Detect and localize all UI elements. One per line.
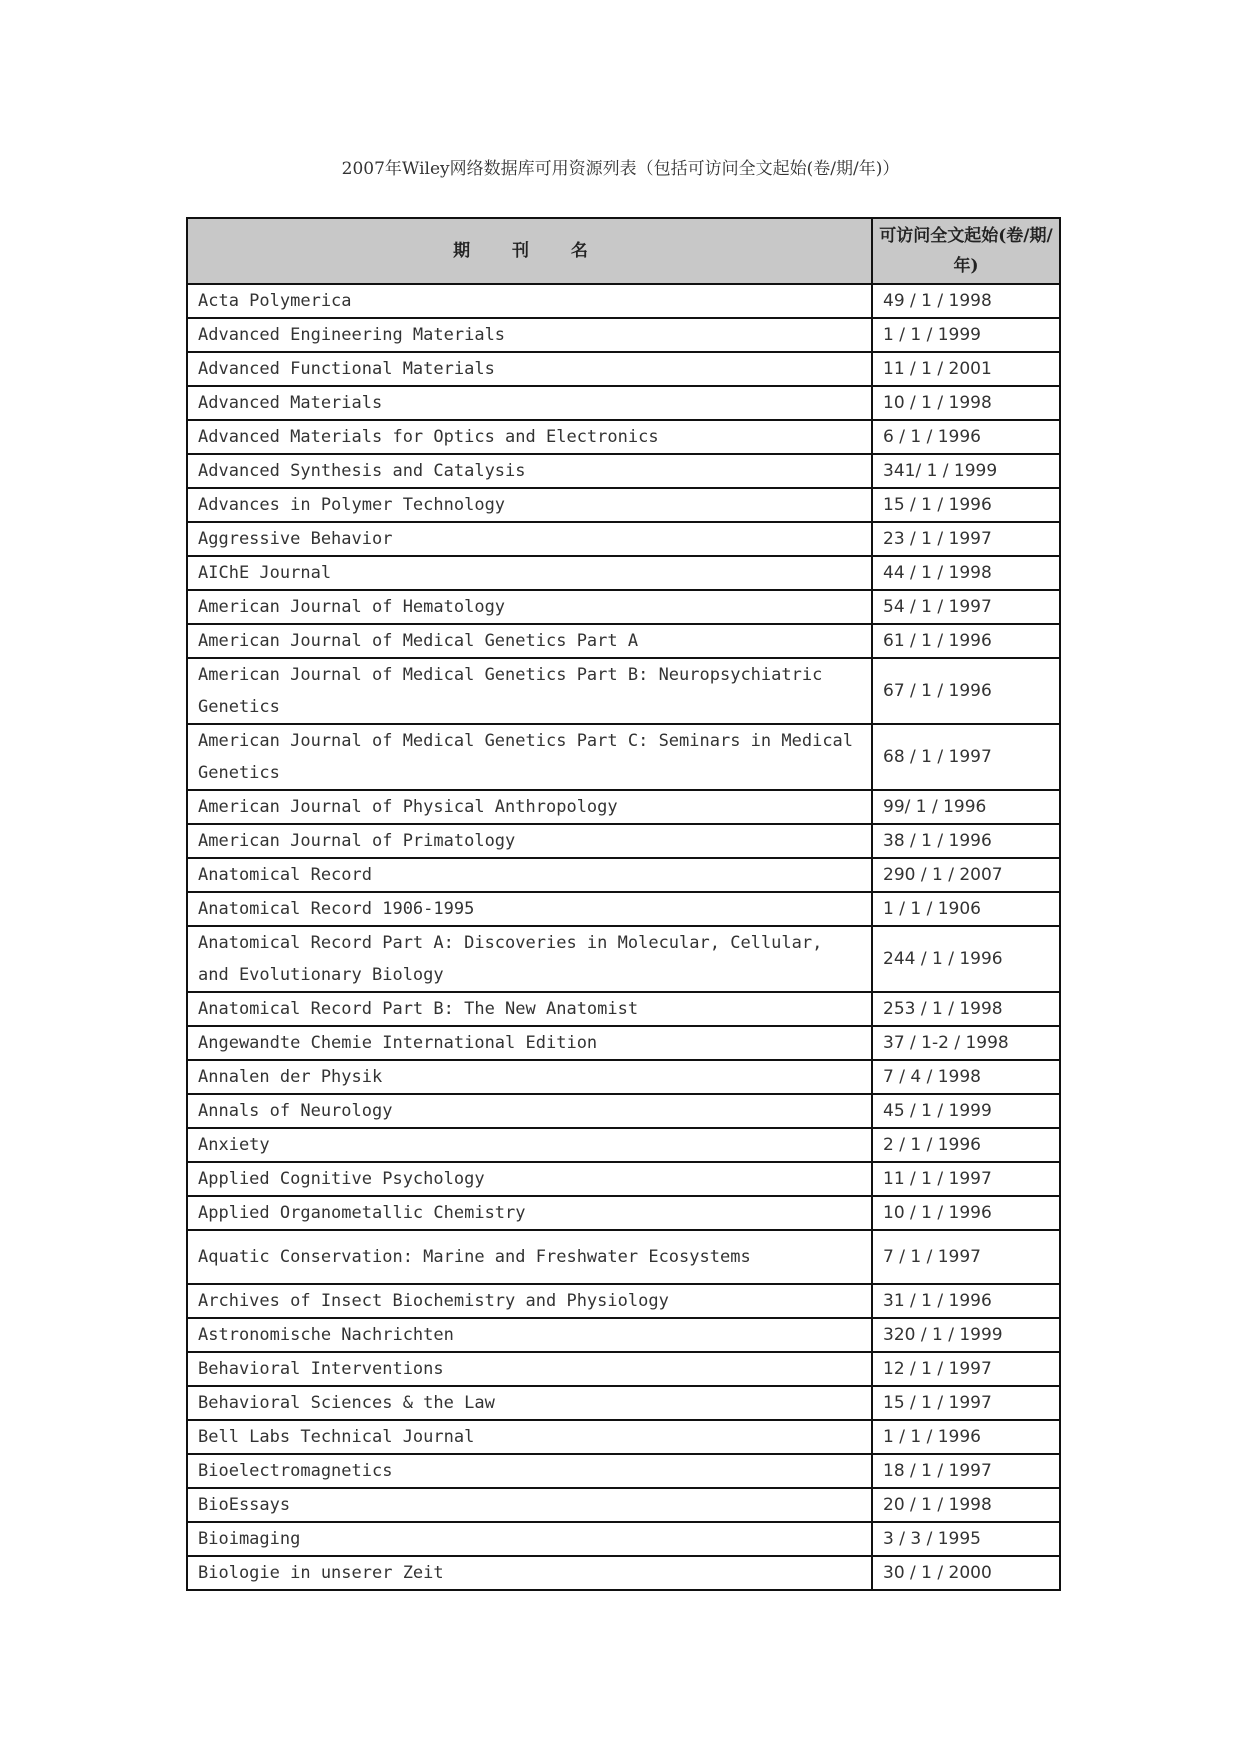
fulltext-start-cell: 10 / 1 / 1998 bbox=[872, 386, 1060, 420]
fulltext-start-cell: 45 / 1 / 1999 bbox=[872, 1094, 1060, 1128]
table-row bbox=[187, 1522, 1060, 1556]
journal-name-cell: BioEssays bbox=[187, 1488, 872, 1522]
journal-name-cell: Annalen der Physik bbox=[187, 1060, 872, 1094]
fulltext-start-cell: 49 / 1 / 1998 bbox=[872, 284, 1060, 318]
fulltext-start-cell: 15 / 1 / 1997 bbox=[872, 1386, 1060, 1420]
table-row bbox=[187, 658, 1060, 724]
journal-name-cell: Advanced Synthesis and Catalysis bbox=[187, 454, 872, 488]
journal-name-cell: AIChE Journal bbox=[187, 556, 872, 590]
table-row bbox=[187, 1196, 1060, 1230]
table-row bbox=[187, 1454, 1060, 1488]
journal-name-cell: Acta Polymerica bbox=[187, 284, 872, 318]
table-row bbox=[187, 1386, 1060, 1420]
journal-name-cell: American Journal of Medical Genetics Part A bbox=[187, 624, 872, 658]
journal-name-cell: Behavioral Sciences & the Law bbox=[187, 1386, 872, 1420]
journal-name-cell: Applied Cognitive Psychology bbox=[187, 1162, 872, 1196]
fulltext-start-cell: 23 / 1 / 1997 bbox=[872, 522, 1060, 556]
journal-name-cell: Anxiety bbox=[187, 1128, 872, 1162]
table-body bbox=[187, 284, 1060, 1590]
fulltext-start-cell: 11 / 1 / 1997 bbox=[872, 1162, 1060, 1196]
journal-name-cell: Bioelectromagnetics bbox=[187, 1454, 872, 1488]
table-row bbox=[187, 992, 1060, 1026]
table-row bbox=[187, 1230, 1060, 1284]
fulltext-start-cell: 3 / 3 / 1995 bbox=[872, 1522, 1060, 1556]
fulltext-start-cell: 1 / 1 / 1999 bbox=[872, 318, 1060, 352]
journal-name-cell: Aquatic Conservation: Marine and Freshwater Ecosystems bbox=[187, 1230, 872, 1284]
journal-name-cell: American Journal of Medical Genetics Part C: Seminars in Medical Genetics bbox=[187, 724, 872, 790]
fulltext-start-cell: 20 / 1 / 1998 bbox=[872, 1488, 1060, 1522]
table-row bbox=[187, 590, 1060, 624]
fulltext-start-cell: 99/ 1 / 1996 bbox=[872, 790, 1060, 824]
journal-name-cell: Anatomical Record Part A: Discoveries in Molecular, Cellular, and Evolutionary Biology bbox=[187, 926, 872, 992]
journal-table bbox=[186, 217, 1061, 1591]
fulltext-start-cell: 31 / 1 / 1996 bbox=[872, 1284, 1060, 1318]
table-row bbox=[187, 488, 1060, 522]
fulltext-start-cell: 290 / 1 / 2007 bbox=[872, 858, 1060, 892]
page-title: 2007年Wiley网络数据库可用资源列表（包括可访问全文起始(卷/期/年)） bbox=[341, 159, 900, 179]
fulltext-start-cell: 54 / 1 / 1997 bbox=[872, 590, 1060, 624]
journal-name-cell: Advanced Materials bbox=[187, 386, 872, 420]
journal-name-cell: Bioimaging bbox=[187, 1522, 872, 1556]
fulltext-start-cell: 320 / 1 / 1999 bbox=[872, 1318, 1060, 1352]
table-row bbox=[187, 858, 1060, 892]
table-row bbox=[187, 284, 1060, 318]
journal-name-cell: Advanced Materials for Optics and Electronics bbox=[187, 420, 872, 454]
table-row bbox=[187, 1420, 1060, 1454]
table-row bbox=[187, 1352, 1060, 1386]
journal-name-cell: American Journal of Physical Anthropology bbox=[187, 790, 872, 824]
table-row bbox=[187, 1094, 1060, 1128]
table-row bbox=[187, 1162, 1060, 1196]
journal-name-cell: Archives of Insect Biochemistry and Physiology bbox=[187, 1284, 872, 1318]
fulltext-start-cell: 61 / 1 / 1996 bbox=[872, 624, 1060, 658]
journal-name-cell: Biologie in unserer Zeit bbox=[187, 1556, 872, 1590]
fulltext-start-cell: 44 / 1 / 1998 bbox=[872, 556, 1060, 590]
column-header-fulltext-start: 可访问全文起始(卷/期/年) bbox=[872, 218, 1060, 284]
table-row bbox=[187, 724, 1060, 790]
journal-name-cell: Bell Labs Technical Journal bbox=[187, 1420, 872, 1454]
table-row bbox=[187, 1556, 1060, 1590]
journal-name-cell: American Journal of Hematology bbox=[187, 590, 872, 624]
journal-name-cell: Aggressive Behavior bbox=[187, 522, 872, 556]
journal-name-cell: Anatomical Record bbox=[187, 858, 872, 892]
table-row bbox=[187, 386, 1060, 420]
table-row bbox=[187, 624, 1060, 658]
journal-name-cell: Anatomical Record Part B: The New Anatomist bbox=[187, 992, 872, 1026]
journal-name-cell: Behavioral Interventions bbox=[187, 1352, 872, 1386]
table-row bbox=[187, 1128, 1060, 1162]
fulltext-start-cell: 18 / 1 / 1997 bbox=[872, 1454, 1060, 1488]
fulltext-start-cell: 1 / 1 / 1996 bbox=[872, 1420, 1060, 1454]
journal-name-cell: Advances in Polymer Technology bbox=[187, 488, 872, 522]
table-row bbox=[187, 1284, 1060, 1318]
table-row bbox=[187, 1318, 1060, 1352]
journal-name-cell: Annals of Neurology bbox=[187, 1094, 872, 1128]
table-header-row bbox=[187, 218, 1060, 284]
fulltext-start-cell: 68 / 1 / 1997 bbox=[872, 724, 1060, 790]
table-row bbox=[187, 790, 1060, 824]
fulltext-start-cell: 253 / 1 / 1998 bbox=[872, 992, 1060, 1026]
table-row bbox=[187, 926, 1060, 992]
fulltext-start-cell: 2 / 1 / 1996 bbox=[872, 1128, 1060, 1162]
fulltext-start-cell: 12 / 1 / 1997 bbox=[872, 1352, 1060, 1386]
journal-name-cell: American Journal of Medical Genetics Part B: Neuropsychiatric Genetics bbox=[187, 658, 872, 724]
fulltext-start-cell: 67 / 1 / 1996 bbox=[872, 658, 1060, 724]
journal-name-cell: Anatomical Record 1906-1995 bbox=[187, 892, 872, 926]
table-row bbox=[187, 352, 1060, 386]
table-row bbox=[187, 824, 1060, 858]
table-row bbox=[187, 1026, 1060, 1060]
journal-name-cell: Applied Organometallic Chemistry bbox=[187, 1196, 872, 1230]
table-row bbox=[187, 318, 1060, 352]
fulltext-start-cell: 15 / 1 / 1996 bbox=[872, 488, 1060, 522]
journal-name-cell: Angewandte Chemie International Edition bbox=[187, 1026, 872, 1060]
fulltext-start-cell: 7 / 4 / 1998 bbox=[872, 1060, 1060, 1094]
table-row bbox=[187, 522, 1060, 556]
journal-name-cell: Advanced Engineering Materials bbox=[187, 318, 872, 352]
fulltext-start-cell: 38 / 1 / 1996 bbox=[872, 824, 1060, 858]
table-row bbox=[187, 1488, 1060, 1522]
table-row bbox=[187, 1060, 1060, 1094]
fulltext-start-cell: 37 / 1-2 / 1998 bbox=[872, 1026, 1060, 1060]
fulltext-start-cell: 7 / 1 / 1997 bbox=[872, 1230, 1060, 1284]
fulltext-start-cell: 244 / 1 / 1996 bbox=[872, 926, 1060, 992]
fulltext-start-cell: 341/ 1 / 1999 bbox=[872, 454, 1060, 488]
table-row bbox=[187, 892, 1060, 926]
table-row bbox=[187, 556, 1060, 590]
journal-name-cell: Astronomische Nachrichten bbox=[187, 1318, 872, 1352]
fulltext-start-cell: 1 / 1 / 1906 bbox=[872, 892, 1060, 926]
journal-name-cell: American Journal of Primatology bbox=[187, 824, 872, 858]
table-row bbox=[187, 454, 1060, 488]
fulltext-start-cell: 10 / 1 / 1996 bbox=[872, 1196, 1060, 1230]
fulltext-start-cell: 11 / 1 / 2001 bbox=[872, 352, 1060, 386]
table-row bbox=[187, 420, 1060, 454]
journal-name-cell: Advanced Functional Materials bbox=[187, 352, 872, 386]
fulltext-start-cell: 30 / 1 / 2000 bbox=[872, 1556, 1060, 1590]
fulltext-start-cell: 6 / 1 / 1996 bbox=[872, 420, 1060, 454]
column-header-journal-name: 期 刊 名 bbox=[187, 218, 872, 284]
